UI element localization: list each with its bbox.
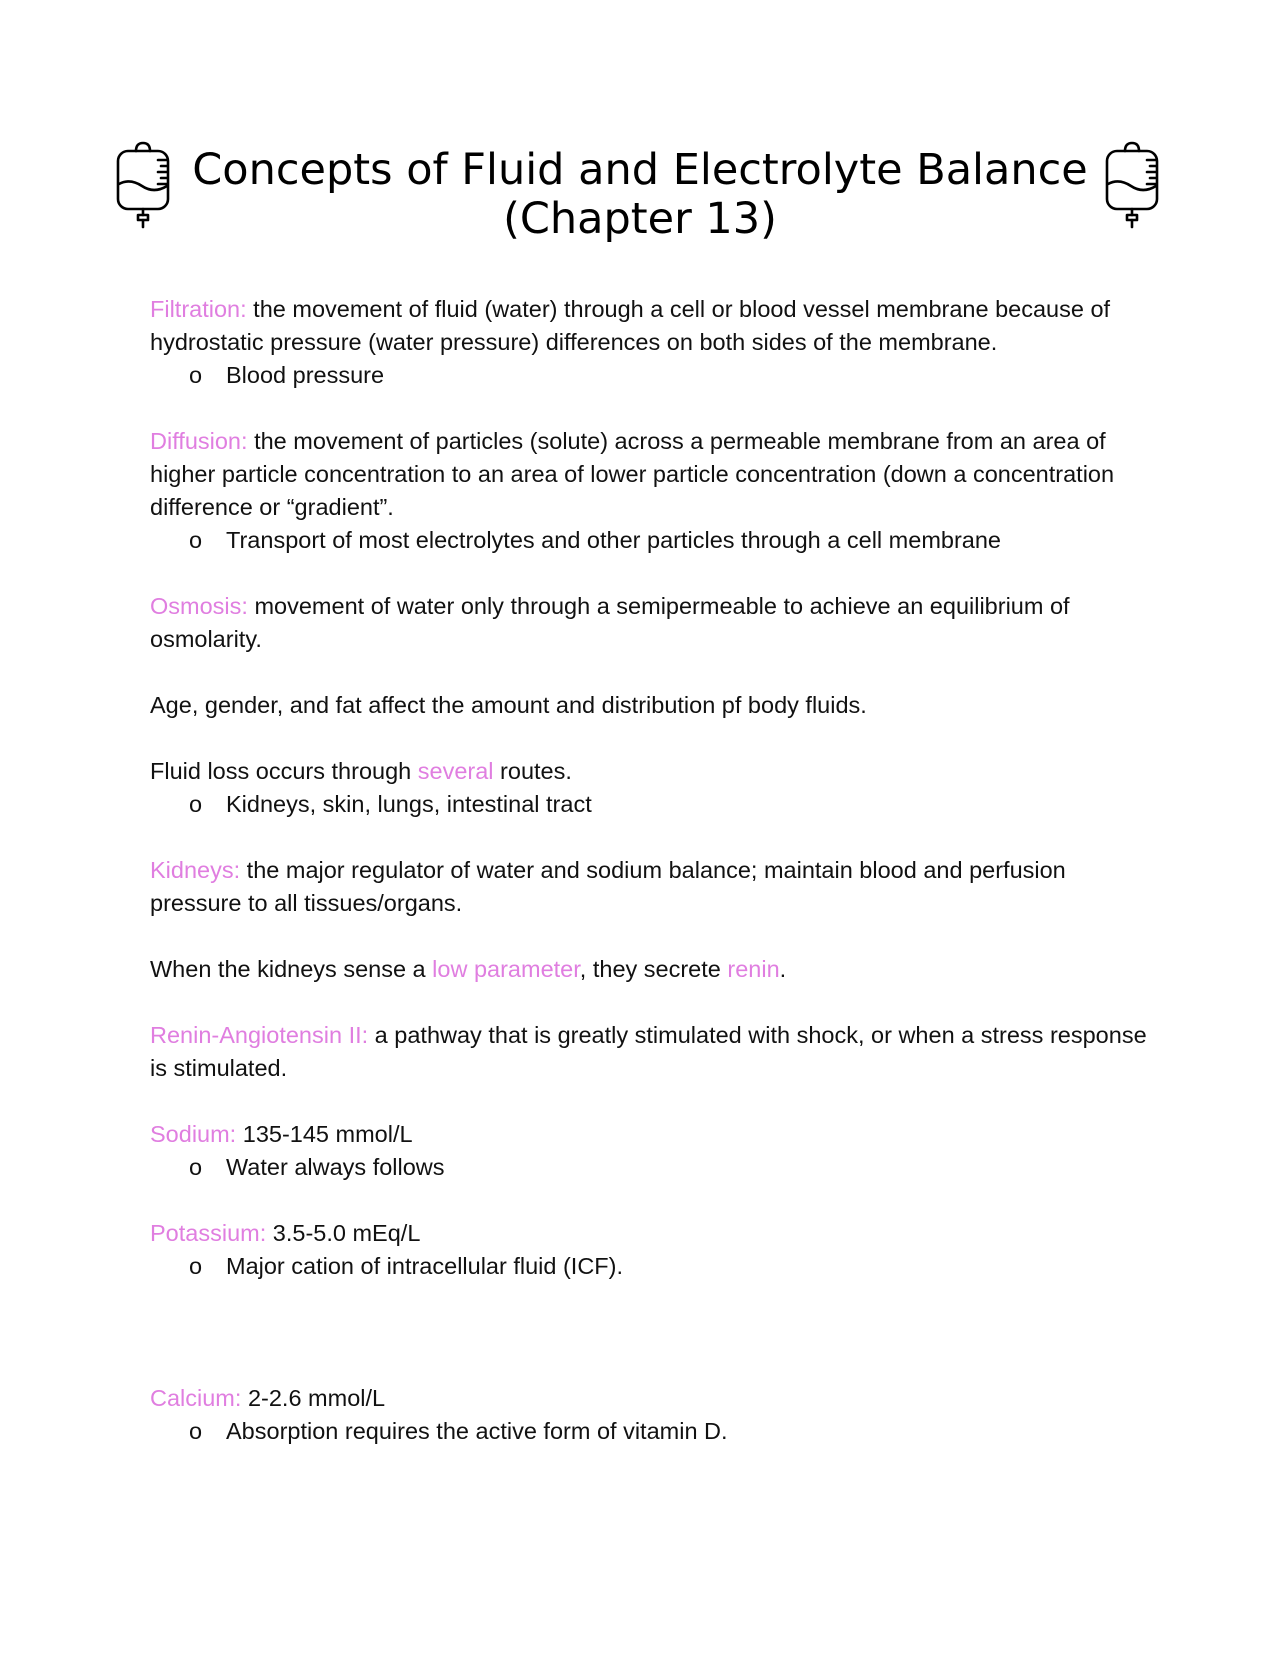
bullet-marker: o — [189, 1154, 203, 1180]
diffusion-term: Diffusion: — [150, 428, 248, 454]
filtration-bullet: Blood pressure — [226, 362, 385, 388]
filtration-paragraph — [150, 293, 1150, 359]
bullet-marker: o — [189, 791, 203, 817]
page-title — [180, 146, 1100, 244]
list-item — [150, 788, 1150, 821]
renin-angiotensin-term: Renin-Angiotensin II: — [150, 1022, 369, 1048]
renin-sense-highlight-2: renin — [727, 956, 780, 982]
potassium-text: 3.5-5.0 mEq/L — [266, 1220, 421, 1246]
list-item — [150, 359, 1150, 392]
fluid-loss-highlight: several — [417, 758, 494, 784]
renin-angiotensin-text: a pathway that is greatly stimulated with shock, or when a stress response is stimulated. — [150, 1022, 1147, 1081]
fluid-loss-bullet: Kidneys, skin, lungs, intestinal tract — [226, 791, 592, 817]
sodium-bullet: Water always follows — [226, 1154, 445, 1180]
list-item — [150, 1415, 1150, 1448]
bullet-marker: o — [189, 1253, 203, 1279]
diffusion-paragraph — [150, 425, 1150, 524]
diffusion-bullet: Transport of most electrolytes and other particles through a cell membrane — [226, 527, 1001, 553]
fluid-loss-text-after: routes. — [493, 758, 572, 784]
osmosis-term: Osmosis: — [150, 593, 248, 619]
filtration-term: Filtration: — [150, 296, 247, 322]
list-item — [150, 524, 1150, 557]
renin-sense-text-middle: , they secrete — [579, 956, 728, 982]
fluid-loss-text-before: Fluid loss occurs through — [150, 758, 418, 784]
bullet-marker: o — [189, 362, 203, 388]
document-body — [150, 293, 1150, 1448]
calcium-paragraph — [150, 1382, 1150, 1415]
renin-sense-paragraph — [150, 953, 1150, 986]
title-line-1: Concepts of Fluid and Electrolyte Balance — [192, 145, 1088, 195]
fluid-loss-paragraph — [150, 755, 1150, 788]
age-paragraph: Age, gender, and fat affect the amount and distribution pf body fluids. — [150, 692, 867, 718]
renin-sense-text-after: . — [779, 956, 787, 982]
calcium-bullet: Absorption requires the active form of vitamin D. — [226, 1418, 728, 1444]
kidneys-text: the major regulator of water and sodium balance; maintain blood and perfusion pressure to all tissues/organs. — [150, 857, 1066, 916]
kidneys-term: Kidneys: — [150, 857, 241, 883]
sodium-term: Sodium: — [150, 1121, 237, 1147]
bullet-marker: o — [189, 527, 203, 553]
iv-bag-icon — [114, 140, 172, 230]
osmosis-paragraph — [150, 590, 1150, 656]
kidneys-paragraph — [150, 854, 1150, 920]
calcium-text: 2-2.6 mmol/L — [241, 1385, 386, 1411]
potassium-term: Potassium: — [150, 1220, 267, 1246]
list-item — [150, 1151, 1150, 1184]
sodium-text: 135-145 mmol/L — [236, 1121, 413, 1147]
osmosis-text: movement of water only through a semipermeable to achieve an equilibrium of osmolarity. — [150, 593, 1070, 652]
sodium-paragraph — [150, 1118, 1150, 1151]
title-line-2: (Chapter 13) — [503, 194, 777, 244]
iv-bag-icon — [1103, 140, 1161, 230]
renin-sense-highlight-1: low parameter — [432, 956, 580, 982]
calcium-term: Calcium: — [150, 1385, 242, 1411]
potassium-bullet: Major cation of intracellular fluid (ICF). — [226, 1253, 624, 1279]
list-item — [150, 1250, 1150, 1283]
renin-angiotensin-paragraph — [150, 1019, 1150, 1085]
filtration-text: the movement of fluid (water) through a cell or blood vessel membrane because of hydrostatic pressure (water pressure) differences on both sides of the membrane. — [150, 296, 1111, 355]
potassium-paragraph — [150, 1217, 1150, 1250]
diffusion-text: the movement of particles (solute) across a permeable membrane from an area of higher particle concentration to an area of lower particle concentration (down a concentration difference or “gradient”. — [150, 428, 1115, 520]
bullet-marker: o — [189, 1418, 203, 1444]
renin-sense-text-before: When the kidneys sense a — [150, 956, 433, 982]
